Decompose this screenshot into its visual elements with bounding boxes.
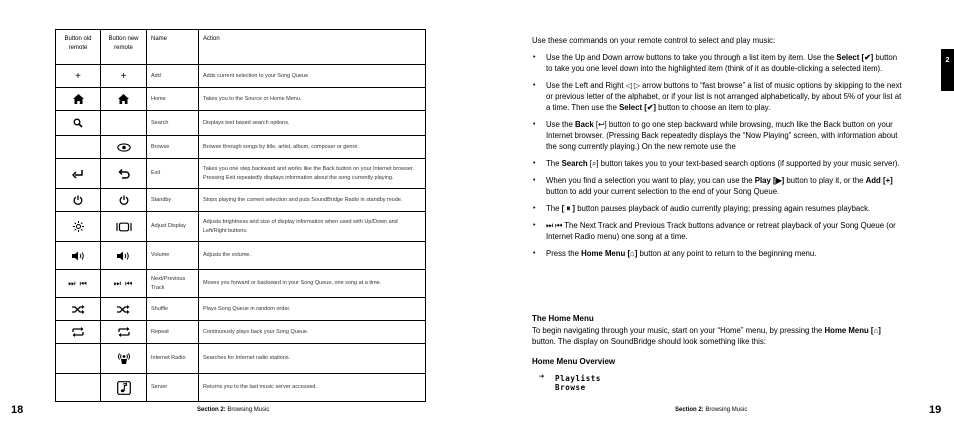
paragraph-bold: Home Menu [⌂] [824,326,881,335]
header-name: Name [147,30,199,65]
table-row [56,136,426,159]
row-action: Adjusts brightness and size of display information when used with Up/Down and Left/Right buttons. [199,212,426,242]
bullet-text: [⌕] button takes you to your text-based search options (if supported by your music server). [587,159,900,168]
bullet-text: ⏭ ⏮ The Next Track and Previous Track buttons advance or retreat playback of your Song Queue (or Internet Radio menu) one song at a time. [546,221,896,241]
table-row [56,159,426,189]
bullet-text: Use the [546,120,576,129]
bullet-text: [↩] button to go one step backward while browsing, much like the Back button on your Internet browser. (Pressing Back repeatedly displays the “Now Playing” screen, with information about the song currently playing.) On the new remote use the [546,120,898,151]
table-row [56,88,426,111]
bullet-bold: Home Menu [⌂] [581,249,638,258]
row-name: Adjust Display [147,212,199,242]
row-action: Takes you one step backward and works like the Back button on your Internet browser. Pressing Exit repeatedly displays information about the song currently playing. [199,159,426,189]
table-row [56,321,426,344]
table-row [56,374,426,402]
volume-icon [101,242,147,270]
bullet-text: The [546,204,562,213]
row-action: Adds current selection to your Song Queue [199,65,426,88]
internet-radio-icon [101,344,147,374]
row-action: Adjusts the volume. [199,242,426,270]
right-page [477,0,954,432]
row-action: Returns you to the last music server accessed. [199,374,426,402]
row-action: Searches for Internet radio stations. [199,344,426,374]
footer-title: Browsing Music [227,407,270,413]
bullet-bold: [ ⏸ ] [561,204,576,213]
display-menu-list [541,374,601,392]
menu-item: Playlists [555,374,602,383]
chapter-tab: 2 [941,49,954,91]
home-menu-overview-heading: Home Menu Overview [532,357,616,366]
browse-icon [101,136,147,159]
next-prev-icon: ⏭ ⏮ [56,270,101,298]
intro-text: Use these commands on your remote control to select and play music: [532,36,776,45]
footer [197,407,269,413]
power-icon [101,189,147,212]
row-name: Home [147,88,199,111]
bullet-text: The [546,159,562,168]
page-number: 19 [929,404,942,416]
arrow-right-icon: ➔ [539,372,545,382]
table-row [56,189,426,212]
footer-section: Section 2: [197,407,226,413]
repeat-icon [56,321,101,344]
list-item [532,52,902,74]
header-old-remote: Button old remote [56,30,101,65]
list-item [532,248,902,259]
row-action: Stops playing the current selection and puts SoundBridge Radio in standby mode. [199,189,426,212]
table-row [56,270,426,298]
row-name: Volume [147,242,199,270]
row-name: Next/Previous Track [147,270,199,298]
bullet-text: button to play it, or the [784,176,866,185]
repeat-icon [101,321,147,344]
list-item [532,119,902,152]
row-action: Plays Song Queue in random order. [199,298,426,321]
list-item [532,175,902,197]
bullet-text: Press the [546,249,582,258]
volume-icon [56,242,101,270]
home-icon [56,88,101,111]
header-action: Action [199,30,426,65]
list-item [532,220,902,242]
table-row [56,298,426,321]
music-server-icon [101,374,147,402]
header-new-remote: Button new remote [101,30,147,65]
footer [675,407,747,413]
row-name: Standby [147,189,199,212]
table-row [56,344,426,374]
bullet-text: When you find a selection you want to play, you can use the [546,176,755,185]
search-icon [56,111,101,136]
menu-item: Browse [555,383,586,392]
list-item [532,158,902,169]
back-icon [56,159,101,189]
undo-back-icon [101,159,147,189]
row-name: Search [147,111,199,136]
plus-icon: + [56,65,101,88]
row-name: Repeat [147,321,199,344]
bullet-text: Use the Left and Right ◁ ▷ arrow buttons to “fast browse” a list of music options by skipping to the next or previous letter of the alphabet, or if your list is not arranged alphabetically, by about 5% of your list at a time. Then use the [546,81,902,112]
bullet-text: button at any point to return to the beginning menu. [637,249,817,258]
row-action: Takes you to the Source or Home Menu. [199,88,426,111]
command-bullet-list [532,52,902,265]
bullet-bold: Select [✔] [836,53,874,62]
shuffle-icon [101,298,147,321]
footer-section: Section 2: [675,407,704,413]
plus-icon: + [101,65,147,88]
table-row [56,65,426,88]
paragraph-text: To begin navigating through your music, start on your “Home” menu, by pressing the [532,326,825,335]
row-name: Add [147,65,199,88]
bullet-text: button pauses playback of audio currently playing; pressing again resumes playback. [575,204,871,213]
bullet-bold: Add [+] [865,176,893,185]
bullet-text: button to add your current selection to the end of your Song Queue. [546,187,780,196]
home-icon [101,88,147,111]
table-header-row [56,30,426,65]
adjust-display-icon [101,212,147,242]
row-action: Browse through songs by title, artist, album, composer or genre. [199,136,426,159]
table-row [56,111,426,136]
home-menu-heading: The Home Menu [532,314,594,323]
row-name: Shuffle [147,298,199,321]
row-action: Displays text based search options. [199,111,426,136]
home-menu-paragraph [532,325,902,347]
bullet-bold: Search [561,159,588,168]
bullet-bold: Select [✔] [619,103,656,112]
bullet-text: button to take you one level down into the highlighted item (think of it as double-clicking a selected item). [546,53,898,73]
list-item [532,80,902,113]
table-row [56,242,426,270]
row-name: Internet Radio [147,344,199,374]
table-row [56,212,426,242]
next-prev-icon: ⏭ ⏮ [101,270,147,298]
row-action: Continuously plays back your Song Queue. [199,321,426,344]
power-icon [56,189,101,212]
bullet-text: button to choose an item to play. [655,103,771,112]
row-name: Browse [147,136,199,159]
row-name: Server [147,374,199,402]
list-item [532,203,902,214]
row-name: Exit [147,159,199,189]
row-action: Moves you forward or backward in your Song Queue, one song at a time. [199,270,426,298]
bullet-bold: Play [▶] [754,176,785,185]
shuffle-icon [56,298,101,321]
brightness-icon [56,212,101,242]
paragraph-text: button. The display on SoundBridge should look something like this: [532,337,766,346]
page-number: 18 [11,404,24,416]
remote-commands-table [55,29,426,402]
footer-title: Browsing Music [705,407,748,413]
bullet-text: Use the Up and Down arrow buttons to take you through a list item by item. Use the [546,53,837,62]
bullet-bold: Back [575,120,594,129]
